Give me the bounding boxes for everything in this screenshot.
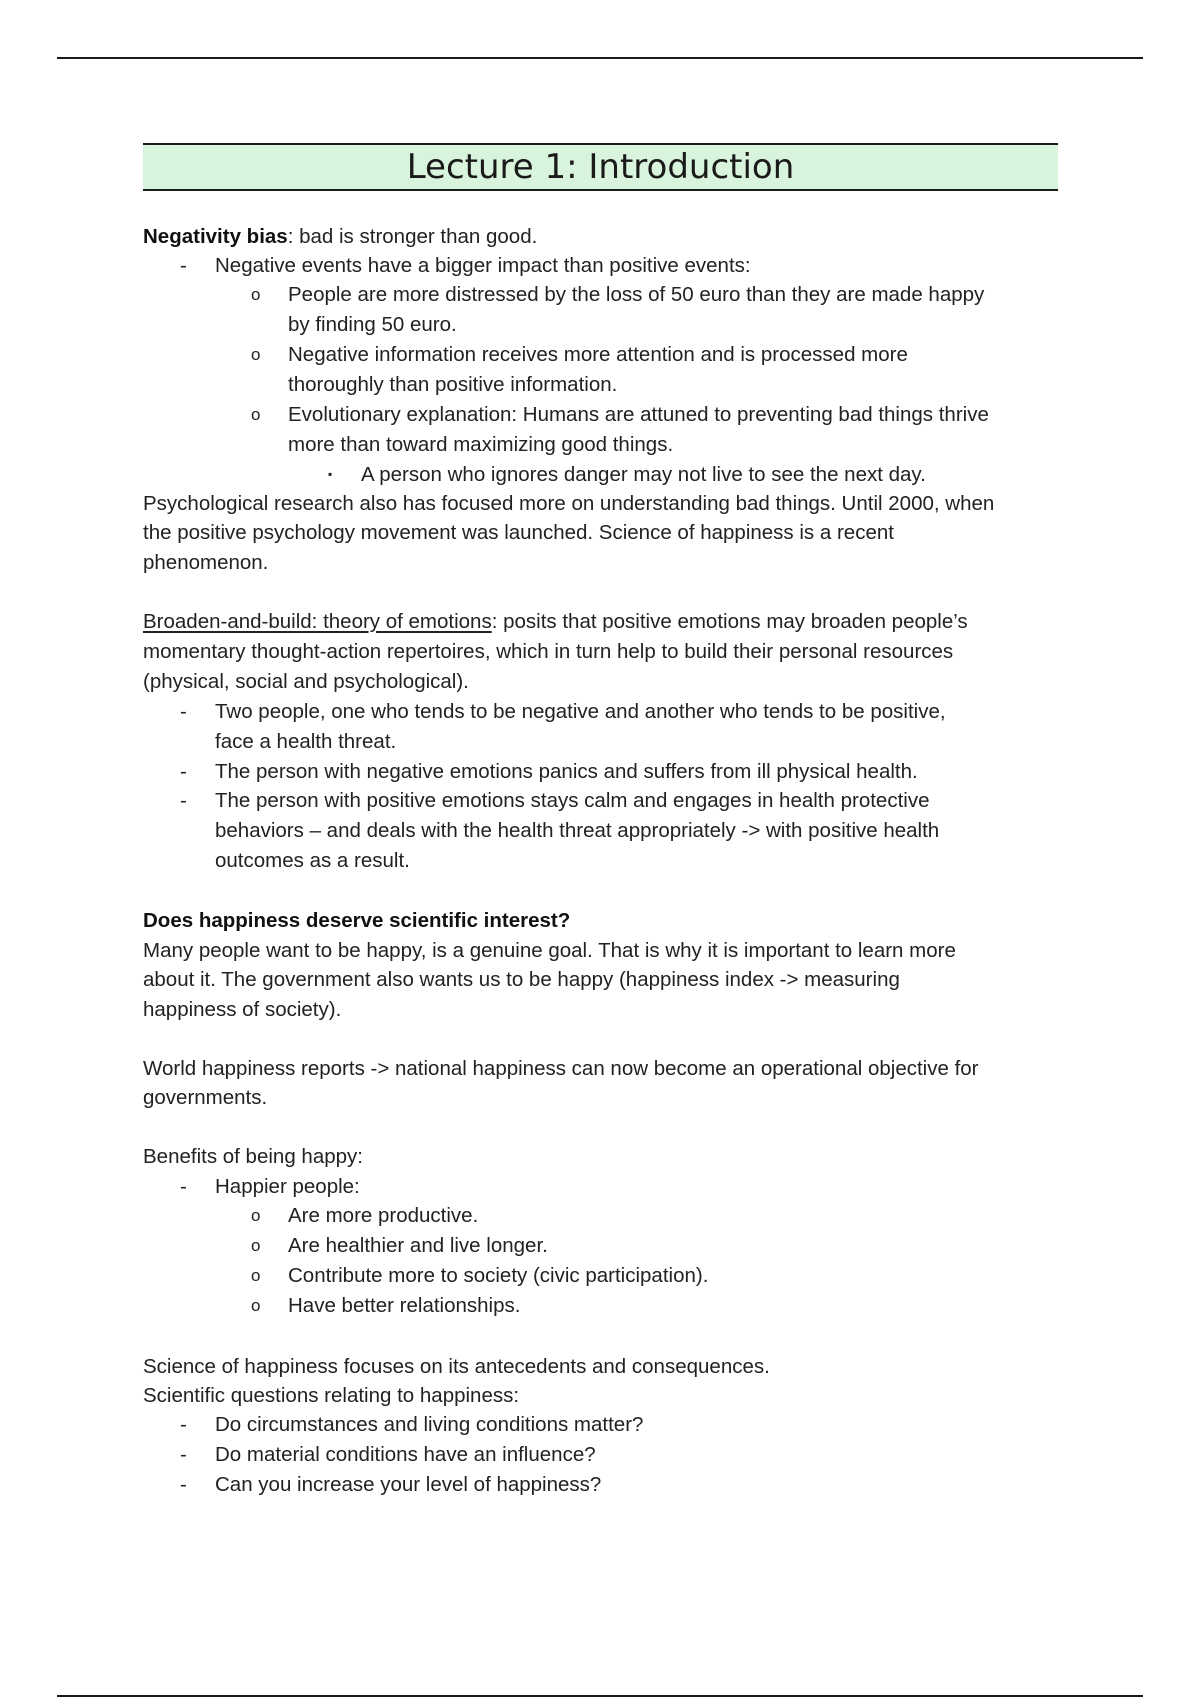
dash-marker: - [180,254,187,277]
dash-marker: - [180,1443,187,1466]
square-bullet-icon: ▪ [328,467,333,481]
section-heading: Does happiness deserve scientific interest? [143,909,571,932]
circle-bullet-icon: o [251,1266,261,1285]
negativity-definition [143,222,537,251]
paragraph-line: Many people want to be happy, is a genuine goal. That is why it is important to learn more [143,939,956,962]
list-item: Contribute more to society (civic participation). [288,1264,709,1287]
list-item: Negative information receives more attention and is processed more [288,343,908,366]
negativity-def-text: : bad is stronger than good. [287,225,538,248]
list-item-continuation: thoroughly than positive information. [288,373,618,396]
paragraph-line: Science of happiness focuses on its antecedents and consequences. [143,1355,770,1378]
paragraph-line: governments. [143,1086,268,1109]
bottom-rule [57,1695,1143,1697]
dash-marker: - [180,1413,187,1436]
paragraph-line: Benefits of being happy: [143,1145,363,1168]
list-item-continuation: face a health threat. [215,730,397,753]
circle-bullet-icon: o [251,1296,261,1315]
circle-bullet-icon: o [251,285,261,304]
list-item-continuation: more than toward maximizing good things. [288,433,674,456]
broaden-definition [143,607,968,636]
negativity-term: Negativity bias [143,225,288,248]
list-item: Are healthier and live longer. [288,1234,548,1257]
broaden-term: Broaden-and-build: theory of emotions [143,610,492,633]
paragraph-line: happiness of society). [143,998,342,1021]
list-item: Do material conditions have an influence? [215,1443,596,1466]
paragraph-line: phenomenon. [143,551,269,574]
list-item: Negative events have a bigger impact than positive events: [215,254,751,277]
paragraph-line: momentary thought-action repertoires, which in turn help to build their personal resources [143,640,954,663]
paragraph-line: about it. The government also wants us to be happy (happiness index -> measuring [143,968,900,991]
list-item: Can you increase your level of happiness? [215,1473,602,1496]
paragraph-line: Psychological research also has focused more on understanding bad things. Until 2000, when [143,492,995,515]
list-item-continuation: outcomes as a result. [215,849,410,872]
circle-bullet-icon: o [251,1206,261,1225]
list-item: The person with positive emotions stays calm and engages in health protective [215,789,930,812]
circle-bullet-icon: o [251,345,261,364]
circle-bullet-icon: o [251,1236,261,1255]
paragraph-line: World happiness reports -> national happiness can now become an operational objective for [143,1057,979,1080]
list-item-continuation: behaviors – and deals with the health threat appropriately -> with positive health [215,819,940,842]
list-item: Are more productive. [288,1204,479,1227]
list-item: Evolutionary explanation: Humans are attuned to preventing bad things thrive [288,403,989,426]
top-rule [57,57,1143,59]
dash-marker: - [180,700,187,723]
list-item: A person who ignores danger may not live to see the next day. [361,463,926,486]
page-title: Lecture 1: Introduction [143,143,1058,191]
list-item: Do circumstances and living conditions matter? [215,1413,644,1436]
list-item-continuation: by finding 50 euro. [288,313,457,336]
circle-bullet-icon: o [251,405,261,424]
broaden-def-text: : posits that positive emotions may broaden people’s [491,610,968,633]
paragraph-line: Scientific questions relating to happiness: [143,1384,520,1407]
paragraph-line: (physical, social and psychological). [143,670,469,693]
dash-marker: - [180,1473,187,1496]
list-item: The person with negative emotions panics and suffers from ill physical health. [215,760,918,783]
dash-marker: - [180,789,187,812]
dash-marker: - [180,760,187,783]
list-item: Have better relationships. [288,1294,521,1317]
list-item: People are more distressed by the loss of 50 euro than they are made happy [288,283,985,306]
dash-marker: - [180,1175,187,1198]
list-item: Happier people: [215,1175,360,1198]
paragraph-line: the positive psychology movement was launched. Science of happiness is a recent [143,521,894,544]
list-item: Two people, one who tends to be negative and another who tends to be positive, [215,700,946,723]
